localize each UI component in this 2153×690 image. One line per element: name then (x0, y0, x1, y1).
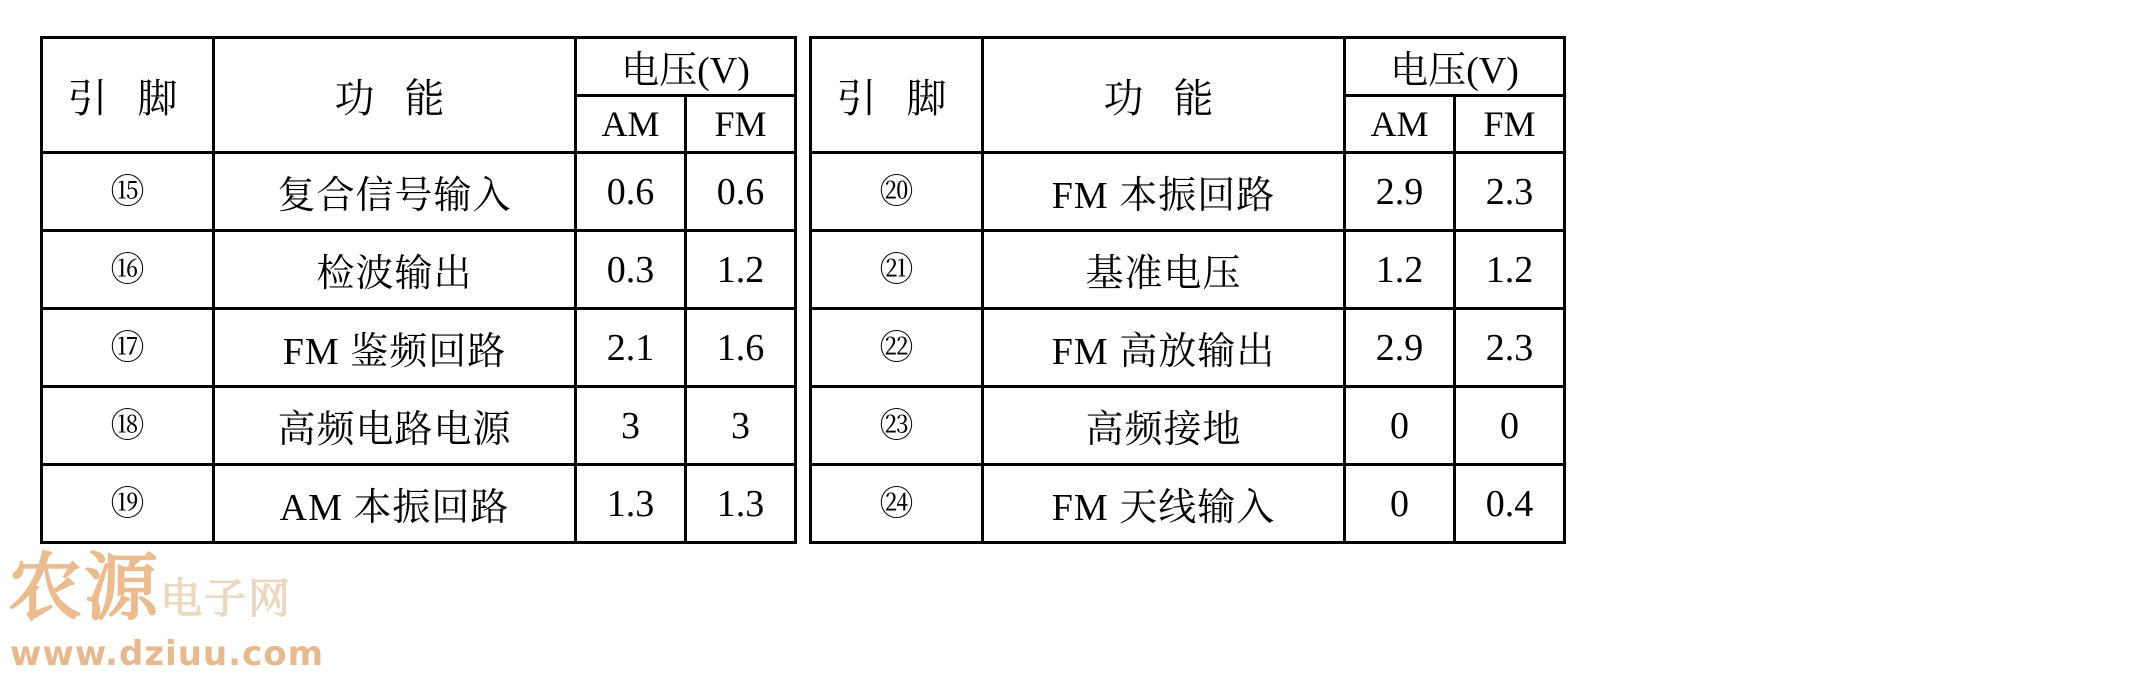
voltage-fm: 1.2 (1455, 231, 1565, 309)
pin-number (811, 387, 983, 465)
table-row (811, 387, 1565, 465)
pin-function: FM 鉴频回路 (214, 309, 576, 387)
voltage-am: 2.9 (1345, 309, 1455, 387)
table-row (811, 465, 1565, 543)
right-pin-table (809, 36, 1566, 544)
voltage-am: 2.9 (1345, 153, 1455, 231)
header-function: 功 能 (214, 38, 576, 153)
circled-pin-label: ⑰ (110, 327, 145, 368)
header-pin: 引 脚 (811, 38, 983, 153)
voltage-am: 1.2 (1345, 231, 1455, 309)
header-am: AM (1345, 96, 1455, 153)
pin-number (42, 387, 214, 465)
header-function: 功 能 (983, 38, 1345, 153)
watermark (8, 545, 428, 678)
header-fm: FM (1455, 96, 1565, 153)
table-row (811, 153, 1565, 231)
header-pin: 引 脚 (42, 38, 214, 153)
circled-pin-label: ⑲ (110, 483, 145, 524)
header-am: AM (576, 96, 686, 153)
pin-function-tables (40, 36, 1566, 544)
voltage-am: 1.3 (576, 465, 686, 543)
voltage-am: 0.3 (576, 231, 686, 309)
pin-number (811, 153, 983, 231)
left-table-body (42, 153, 796, 543)
voltage-am: 0 (1345, 465, 1455, 543)
header-voltage: 电压(V) (1345, 38, 1565, 96)
voltage-fm: 0 (1455, 387, 1565, 465)
voltage-fm: 2.3 (1455, 153, 1565, 231)
pin-number (42, 231, 214, 309)
circled-pin-label: ⑮ (110, 171, 145, 212)
circled-pin-label: ⑳ (879, 171, 914, 212)
pin-function: FM 本振回路 (983, 153, 1345, 231)
circled-pin-label: ㉑ (879, 249, 914, 290)
header-fm: FM (686, 96, 796, 153)
table-row (42, 153, 796, 231)
voltage-fm: 3 (686, 387, 796, 465)
pin-function: 高频接地 (983, 387, 1345, 465)
table-row (42, 231, 796, 309)
circled-pin-label: ⑯ (110, 249, 145, 290)
pin-function: FM 高放输出 (983, 309, 1345, 387)
right-table-body (811, 153, 1565, 543)
pin-number (42, 309, 214, 387)
table-row (42, 387, 796, 465)
pin-number (811, 231, 983, 309)
circled-pin-label: ㉒ (879, 327, 914, 368)
watermark-text (8, 545, 293, 639)
voltage-fm: 1.2 (686, 231, 796, 309)
pin-function: AM 本振回路 (214, 465, 576, 543)
pin-number (42, 465, 214, 543)
voltage-fm: 1.3 (686, 465, 796, 543)
table-row (811, 309, 1565, 387)
pin-number (42, 153, 214, 231)
voltage-am: 0.6 (576, 153, 686, 231)
pin-function: FM 天线输入 (983, 465, 1345, 543)
pin-number (811, 309, 983, 387)
pin-function: 基准电压 (983, 231, 1345, 309)
pin-function: 检波输出 (214, 231, 576, 309)
watermark-sub-text: 电子网 (160, 574, 293, 623)
left-pin-table (40, 36, 797, 544)
voltage-am: 3 (576, 387, 686, 465)
circled-pin-label: ㉔ (879, 483, 914, 524)
watermark-main-text: 农源 (8, 545, 160, 631)
pin-number (811, 465, 983, 543)
watermark-url: www.dziuu.com (10, 634, 325, 674)
pin-function: 复合信号输入 (214, 153, 576, 231)
header-voltage: 电压(V) (576, 38, 796, 96)
circled-pin-label: ⑱ (110, 405, 145, 446)
header-row-top (811, 38, 1565, 96)
circled-pin-label: ㉓ (879, 405, 914, 446)
table-row (811, 231, 1565, 309)
voltage-fm: 0.4 (1455, 465, 1565, 543)
voltage-fm: 0.6 (686, 153, 796, 231)
left-table-header (42, 38, 796, 153)
right-table-header (811, 38, 1565, 153)
pin-function: 高频电路电源 (214, 387, 576, 465)
voltage-am: 0 (1345, 387, 1455, 465)
header-row-top (42, 38, 796, 96)
voltage-fm: 1.6 (686, 309, 796, 387)
voltage-fm: 2.3 (1455, 309, 1565, 387)
table-row (42, 309, 796, 387)
table-row (42, 465, 796, 543)
voltage-am: 2.1 (576, 309, 686, 387)
